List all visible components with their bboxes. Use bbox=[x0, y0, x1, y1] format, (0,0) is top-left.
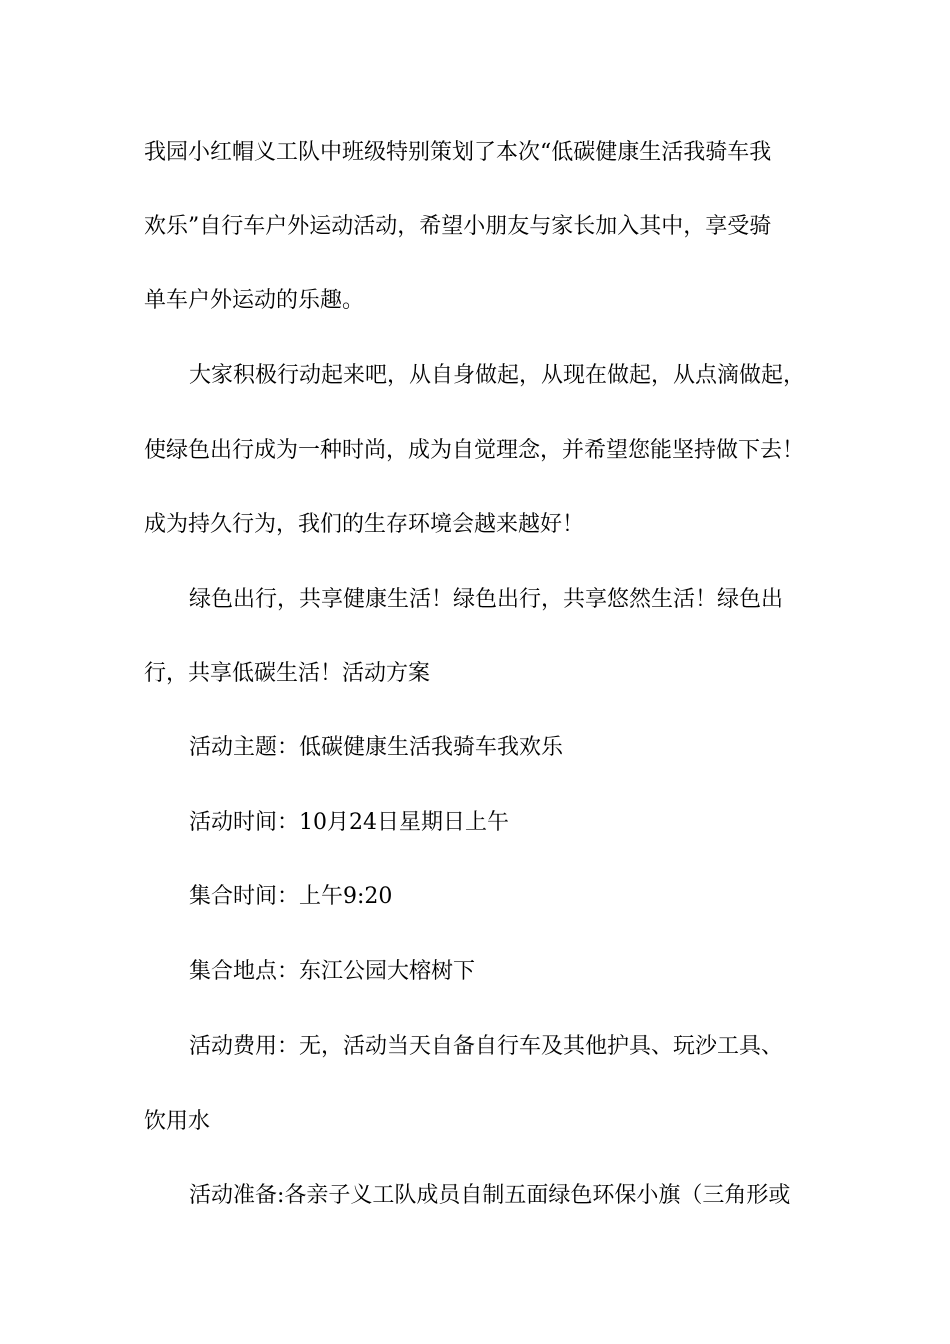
activity-cost-continuation: 饮用水 bbox=[144, 1109, 211, 1134]
paragraph-line: 欢乐”自行车户外运动活动，希望小朋友与家长加入其中，享受骑 bbox=[144, 214, 772, 239]
paragraph-line: 成为持久行为，我们的生存环境会越来越好！ bbox=[144, 512, 585, 537]
gathering-time-line: 集合时间：上午9:20 bbox=[189, 884, 393, 909]
paragraph-line: 我园小红帽义工队中班级特别策划了本次“低碳健康生活我骑车我 bbox=[144, 140, 772, 165]
activity-theme-line: 活动主题：低碳健康生活我骑车我欢乐 bbox=[189, 735, 564, 760]
paragraph-line: 绿色出行，共享健康生活！绿色出行，共享悠然生活！绿色出 bbox=[189, 587, 784, 612]
activity-time-line: 活动时间：10月24日星期日上午 bbox=[189, 810, 509, 835]
activity-preparation-line: 活动准备:各亲子义工队成员自制五面绿色环保小旗（三角形或 bbox=[189, 1183, 791, 1208]
gathering-place-line: 集合地点：东江公园大榕树下 bbox=[189, 959, 476, 984]
activity-cost-line: 活动费用：无，活动当天自备自行车及其他护具、玩沙工具、 bbox=[189, 1034, 784, 1059]
paragraph-line: 使绿色出行成为一种时尚，成为自觉理念，并希望您能坚持做下去！ bbox=[144, 438, 805, 463]
paragraph-line: 单车户外运动的乐趣。 bbox=[144, 288, 365, 313]
paragraph-line: 大家积极行动起来吧，从自身做起，从现在做起，从点滴做起， bbox=[189, 363, 806, 388]
paragraph-line: 行，共享低碳生活！活动方案 bbox=[144, 661, 431, 686]
